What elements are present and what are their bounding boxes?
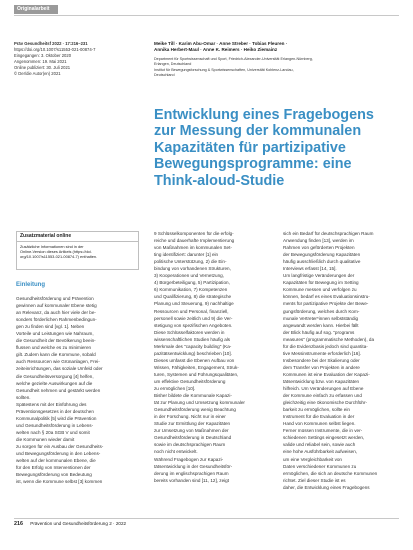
text-line: barkeit zu ermöglichen, sollte ein bbox=[283, 407, 350, 413]
text-line: 4) Bürgerbeteiligung, 5) Partizipation, bbox=[154, 280, 230, 286]
body-column-2 bbox=[154, 230, 272, 484]
text-line: Daten verschiedener Kommunen zu bbox=[283, 463, 357, 469]
text-line: Bisher bildete die Kommunale Kapazi- bbox=[154, 393, 232, 399]
text-line: tätsentwicklung bzw. von Kapazitäten bbox=[283, 378, 360, 384]
text-line: welten nach § 20a SGB V und somit bbox=[16, 429, 90, 435]
text-line: wissenschaftlichen Studien häufig als bbox=[154, 336, 231, 342]
article-meta bbox=[14, 41, 134, 78]
author-line: Annika Herbert-Maul · Anne K. Reimers · Heiko Ziemainz bbox=[154, 47, 278, 53]
text-line: reiche und dauerhafte Implementierung bbox=[154, 238, 235, 244]
affiliation-line: Erlangen, Deutschland bbox=[154, 62, 192, 67]
text-line: hilfreich. Um Veränderungen auf Ebene bbox=[283, 386, 364, 392]
text-line: gewinnen auf kommunaler Ebene stetig bbox=[16, 303, 97, 309]
text-line: munale Vertreter*innen selbstständig bbox=[283, 315, 359, 321]
text-line: um effektive Gesundheitsförderung bbox=[154, 378, 226, 384]
title-line: Think-aloud-Studie bbox=[154, 172, 285, 189]
text-line: die Gesundheit der Bevölkerung beein- bbox=[16, 338, 96, 344]
text-line: Interviews erfasst [14, 15]. bbox=[283, 266, 337, 272]
text-line: 3) Kooperationen und Vernetzung, bbox=[154, 273, 224, 279]
text-line: Kapazitäten für Bewegung im Setting bbox=[283, 280, 359, 286]
text-line: tive Messinstrumente erforderlich [16]. bbox=[283, 350, 361, 356]
text-line: daher, die Entwicklung eines Fragebogens bbox=[283, 484, 370, 490]
supplementary-heading: Zusatzmaterial online bbox=[17, 232, 138, 242]
author-list bbox=[154, 41, 404, 53]
text-line: die Kommunen wieder damit bbox=[16, 436, 75, 442]
text-line: derung im englischsprachigen Raum bbox=[154, 470, 229, 476]
text-line: in der Forschung. Nicht nur in einer bbox=[154, 414, 226, 420]
title-line: zur Messung der kommunalen bbox=[154, 123, 362, 140]
text-line: measures" (programmatische Methoden), da bbox=[283, 336, 374, 342]
meta-received: Eingegangen: 3. Oktober 2020 bbox=[14, 53, 72, 59]
text-line: der Blick häufig auf sog. "programs bbox=[283, 329, 355, 335]
text-line: Kommunen ist eine Evaluation der Kapazi- bbox=[283, 371, 370, 377]
text-line: Rahmen von geförderten Projekten bbox=[283, 245, 355, 251]
text-line: Wissen, Fähigkeiten, Engagement, Struk- bbox=[154, 364, 239, 370]
text-line: gen zu finden sind [vgl. 1]. Neben bbox=[16, 324, 85, 330]
header-rule bbox=[14, 15, 399, 16]
text-line: häufig ausschließlich durch qualitative bbox=[283, 259, 361, 265]
text-line: angewandt werden kann. Hierbei fällt bbox=[283, 322, 359, 328]
affiliation-line: Deutschland bbox=[154, 73, 175, 78]
text-line: valide und reliabel sein, sowie auch bbox=[283, 442, 356, 448]
supplementary-box bbox=[16, 231, 139, 270]
meta-accepted: Angenommen: 19. Mai 2021 bbox=[14, 59, 67, 65]
text-line: Präventionsgesetzes in der deutschen bbox=[16, 408, 94, 414]
text-line: Studie zur Ermittlung der Kapazitäten bbox=[154, 421, 231, 427]
text-line: Kommunalpolitik [5] wird die Prävention bbox=[16, 415, 97, 421]
text-line: dem Transfer von Projekten in andere bbox=[283, 364, 360, 370]
text-line: Ressourcen und Personal, finanziell, bbox=[154, 308, 229, 314]
text-line: Merkmale des "capacity building" (Ka- bbox=[154, 343, 232, 349]
meta-journal: Präv Gesundheitsf 2022 · 17:216–231 bbox=[14, 41, 88, 46]
text-line: Gesundheitsförderung wenig Beachtung bbox=[154, 407, 236, 413]
text-line: sollten. bbox=[16, 394, 31, 400]
text-line: Anwendung finden [13], werden im bbox=[283, 238, 354, 244]
text-line: um eine Vergleichbarkeit von bbox=[283, 456, 342, 462]
footer-rule bbox=[14, 518, 399, 519]
text-line: der Bewegungsförderung Kapazitäten bbox=[283, 252, 361, 258]
text-line: pazitätsentwicklung) beschrieben [10]. bbox=[154, 350, 232, 356]
body-column-1 bbox=[16, 295, 139, 485]
body-column-3 bbox=[283, 230, 401, 491]
text-line: stetigung von spezifischen Angeboten. bbox=[154, 322, 233, 328]
affiliation-line: Institut für Bewegungsforschung & Sportwissenschaften, Universität Koblenz-Landau, bbox=[154, 67, 294, 72]
text-line: zeiteinrichtungen, das soziale Umfeld oder bbox=[16, 366, 103, 372]
text-line: schiedenen Settings eingesetzt werden, bbox=[283, 435, 365, 441]
text-line: turen, Systemen und Führungsqualitäten, bbox=[154, 371, 239, 377]
text-line: und Bewegungsförderung in den Lebens- bbox=[16, 451, 101, 457]
text-line: an Relevanz, da auch hier viele der be- bbox=[16, 310, 96, 316]
text-line: politische Unterstützung, 2) die Ein- bbox=[154, 259, 227, 265]
article-title bbox=[154, 107, 394, 189]
text-line: auch Ressourcen wie Grünanlagen, Frei- bbox=[16, 359, 100, 365]
text-line: eine hohe Ausführbarkeit aufweisen, bbox=[283, 449, 358, 455]
text-line: sonders förderlichen Rahmenbedingun- bbox=[16, 317, 97, 323]
text-line: Vorteile und Leistungen wie Nahraum, bbox=[16, 331, 94, 337]
supplementary-text[interactable]: Online-Version dieses Artikels (https://doi. bbox=[20, 249, 92, 255]
text-line: welten auf der kommunalen Ebene, die bbox=[16, 458, 96, 464]
text-line: Instrument für die Evaluation in der bbox=[283, 414, 355, 420]
text-line: und Gesundheitsförderung in Lebens- bbox=[16, 422, 94, 428]
text-line: richtet. Ziel dieser Studie ist es bbox=[283, 477, 346, 483]
text-line: 6) Kommunikation, 7) Kompetenzen bbox=[154, 287, 228, 293]
text-line: Ferner müssen Instrumente, die in ver- bbox=[283, 428, 363, 434]
text-line: personell sowie zeitlich und 9) die Ver- bbox=[154, 315, 233, 321]
text-line: zu ermöglichen [10]. bbox=[154, 386, 196, 392]
author-line: Meike Till · Karim Abu-Omar · Anne Streber · Tobias Fleuren · bbox=[154, 41, 288, 46]
text-line: gungsförderung, welches durch Kom- bbox=[283, 308, 360, 314]
text-line: Kommune messen und verfolgen zu bbox=[283, 287, 357, 293]
text-line: Hand von Kommunen selbst liegen. bbox=[283, 421, 356, 427]
affiliation-line: Department für Sportwissenschaft und Sport, Friedrich-Alexander-Universität Erlangen-Nürnberg, bbox=[154, 57, 313, 61]
text-line: ist, wenn die Kommune selbst [3] kommen bbox=[16, 479, 103, 485]
text-line: Dieses umfasst die Ebenen Aufbau von bbox=[154, 357, 235, 363]
text-line: Gesundheit nehmen und gestärkt werden bbox=[16, 387, 101, 393]
text-line: zu sorgen für ein Ausbau der Gesundheits- bbox=[16, 443, 104, 449]
text-line: Während Fragebogen zur Kapazi- bbox=[154, 456, 224, 462]
text-line: zur Umsetzung von Maßnahmen der bbox=[154, 428, 229, 434]
page-footer bbox=[14, 518, 399, 530]
text-line: Gesundheitsförderung in Deutschland bbox=[154, 435, 232, 441]
title-line: Kapazitäten für partizipative bbox=[154, 139, 346, 156]
text-line: sowie im deutschsprachigen Raum bbox=[154, 442, 226, 448]
text-line: für die Evidenzbasis jedoch sind quantita- bbox=[283, 343, 368, 349]
supplementary-text[interactable]: org/10.1007/s11553-021-00874-7) enthalten. bbox=[20, 254, 98, 260]
page-number: 216 bbox=[14, 521, 23, 527]
text-line: ting identifiziert: darunter [1] ein bbox=[154, 252, 219, 258]
title-line: Entwicklung eines Fragebogens bbox=[154, 107, 374, 123]
text-line: flussen und welche es zu minimieren bbox=[16, 345, 92, 351]
meta-published: Online publiziert: 30. Juli 2021 bbox=[14, 65, 71, 71]
text-line: bereits vorhanden sind [11, 12], zeigt bbox=[154, 477, 229, 483]
section-heading: Einleitung bbox=[16, 282, 45, 288]
text-line: können, bedarf es eines Evaluationsinstru- bbox=[283, 294, 370, 300]
text-line: Um langfristige Veränderungen der bbox=[283, 273, 355, 279]
text-line: noch nicht entwickelt. bbox=[154, 449, 198, 455]
text-line: welche gezielte Auswirkungen auf die bbox=[16, 380, 93, 386]
text-line: gleichzeitig eine ökonomische Durchführ- bbox=[283, 400, 368, 406]
text-line: die Gesundheitsversorgung [4] helfen, bbox=[16, 373, 94, 379]
text-line: Diese Schlüsselfaktoren werden in bbox=[154, 329, 225, 335]
text-line: Bewegungsförderung von Bedeutung bbox=[16, 472, 92, 478]
affiliations bbox=[154, 57, 404, 79]
text-line: Spätestens mit der Einführung des bbox=[16, 401, 87, 407]
text-line: Planung und Steuerung, 9) nachhaltige bbox=[154, 301, 234, 307]
text-line: tätsentwicklung in der Gesundheitsför- bbox=[154, 463, 233, 469]
text-line: bindung von vorhandenen Strukturen, bbox=[154, 266, 231, 272]
meta-copyright: © Der/die Autor(en) 2021 bbox=[14, 71, 61, 77]
text-line: ermöglichen, die sich an deutsche Kommunen bbox=[283, 470, 378, 476]
meta-doi[interactable]: https://doi.org/10.1007/s11553-021-00874-7 bbox=[14, 47, 96, 53]
text-line: 9 Schlüsselkomponenten für die erfolg- bbox=[154, 231, 234, 236]
text-line: der Kommune einfach zu erfassen und bbox=[283, 393, 362, 399]
text-line: Gesundheitsförderung und Prävention bbox=[16, 296, 94, 301]
text-line: von Maßnahmen im kommunalen Set- bbox=[154, 245, 232, 251]
text-line: Insbesondere bei der Skalierung oder bbox=[283, 357, 360, 363]
text-line: gilt. Zudem kann die Kommune, sobald bbox=[16, 352, 96, 358]
footer-journal: Prävention und Gesundheitsförderung 2 · 2022 bbox=[30, 521, 127, 526]
text-line: und Qualifizierung, 8) die strategische bbox=[154, 294, 232, 300]
text-line: ments für partizipative Projekte der Bewe- bbox=[283, 301, 369, 307]
text-line: tät zur Planung und Umsetzung kommunaler bbox=[154, 400, 245, 406]
supplementary-text: Zusätzliche Informationen sind in der bbox=[20, 244, 84, 249]
title-line: Bewegungsprogramme: eine bbox=[154, 156, 352, 173]
category-tag: Originalarbeit bbox=[14, 5, 58, 14]
text-line: für den Erfolg von Interventionen der bbox=[16, 465, 91, 471]
text-line: sich ein Bedarf für deutschsprachigen Raum bbox=[283, 231, 374, 236]
